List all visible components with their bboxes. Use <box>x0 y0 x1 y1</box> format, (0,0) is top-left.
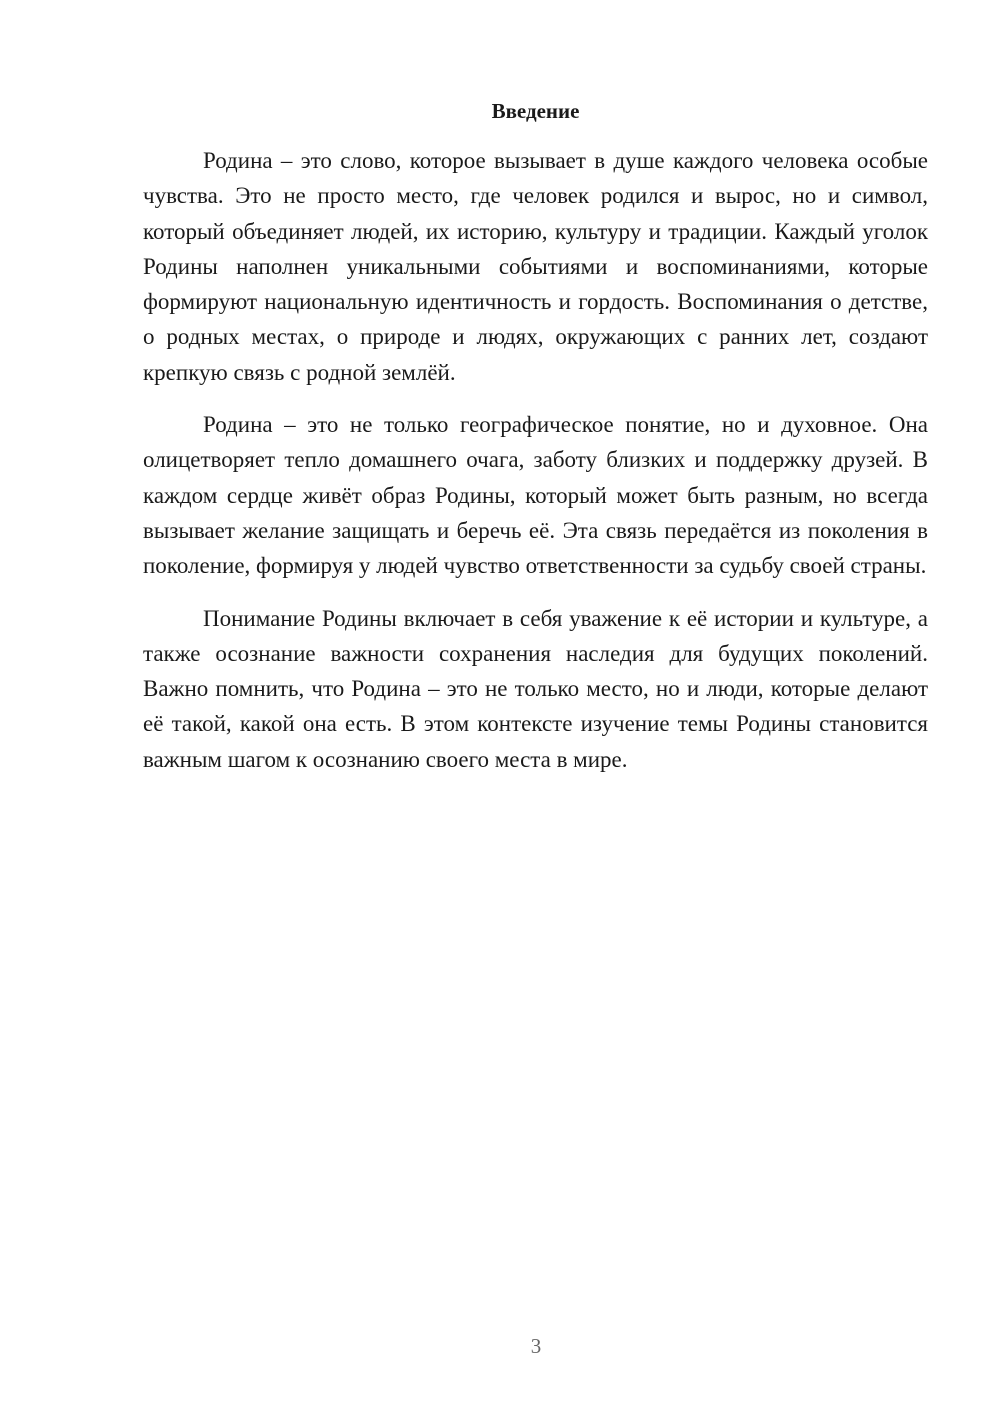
paragraph-3: Понимание Родины включает в себя уважение к её истории и культуре, а также осознание важности сохранения наследия для будущих поколений. Важно помнить, что Родина – это не только место, но и люди, которые делают её такой, какой она есть. В этом контексте изучение темы Родины становится важным шагом к осознанию своего места в мире. <box>143 605 928 772</box>
section-heading: Введение <box>491 99 580 123</box>
body-text <box>143 143 928 794</box>
page-number: 3 <box>530 1334 542 1358</box>
paragraph-1: Родина – это слово, которое вызывает в душе каждого человека особые чувства. Это не просто место, где человек родился и вырос, но и символ, который объединяет людей, их историю, культуру и традиции. Каждый уголок Родины наполнен уникальными событиями и воспоминаниями, которые формируют национальную идентичность и гордость. Воспоминания о детстве, о родных местах, о природе и людях, окружающих с ранних лет, создают крепкую связь с родной землёй. <box>143 148 928 385</box>
paragraph-2: Родина – это не только географическое понятие, но и духовное. Она олицетворяет тепло домашнего очага, заботу близких и поддержку друзей. В каждом сердце живёт образ Родины, который может быть разным, но всегда вызывает желание защищать и беречь её. Эта связь передаётся из поколения в поколение, формируя у людей чувство ответственности за судьбу своей страны. <box>143 412 928 579</box>
